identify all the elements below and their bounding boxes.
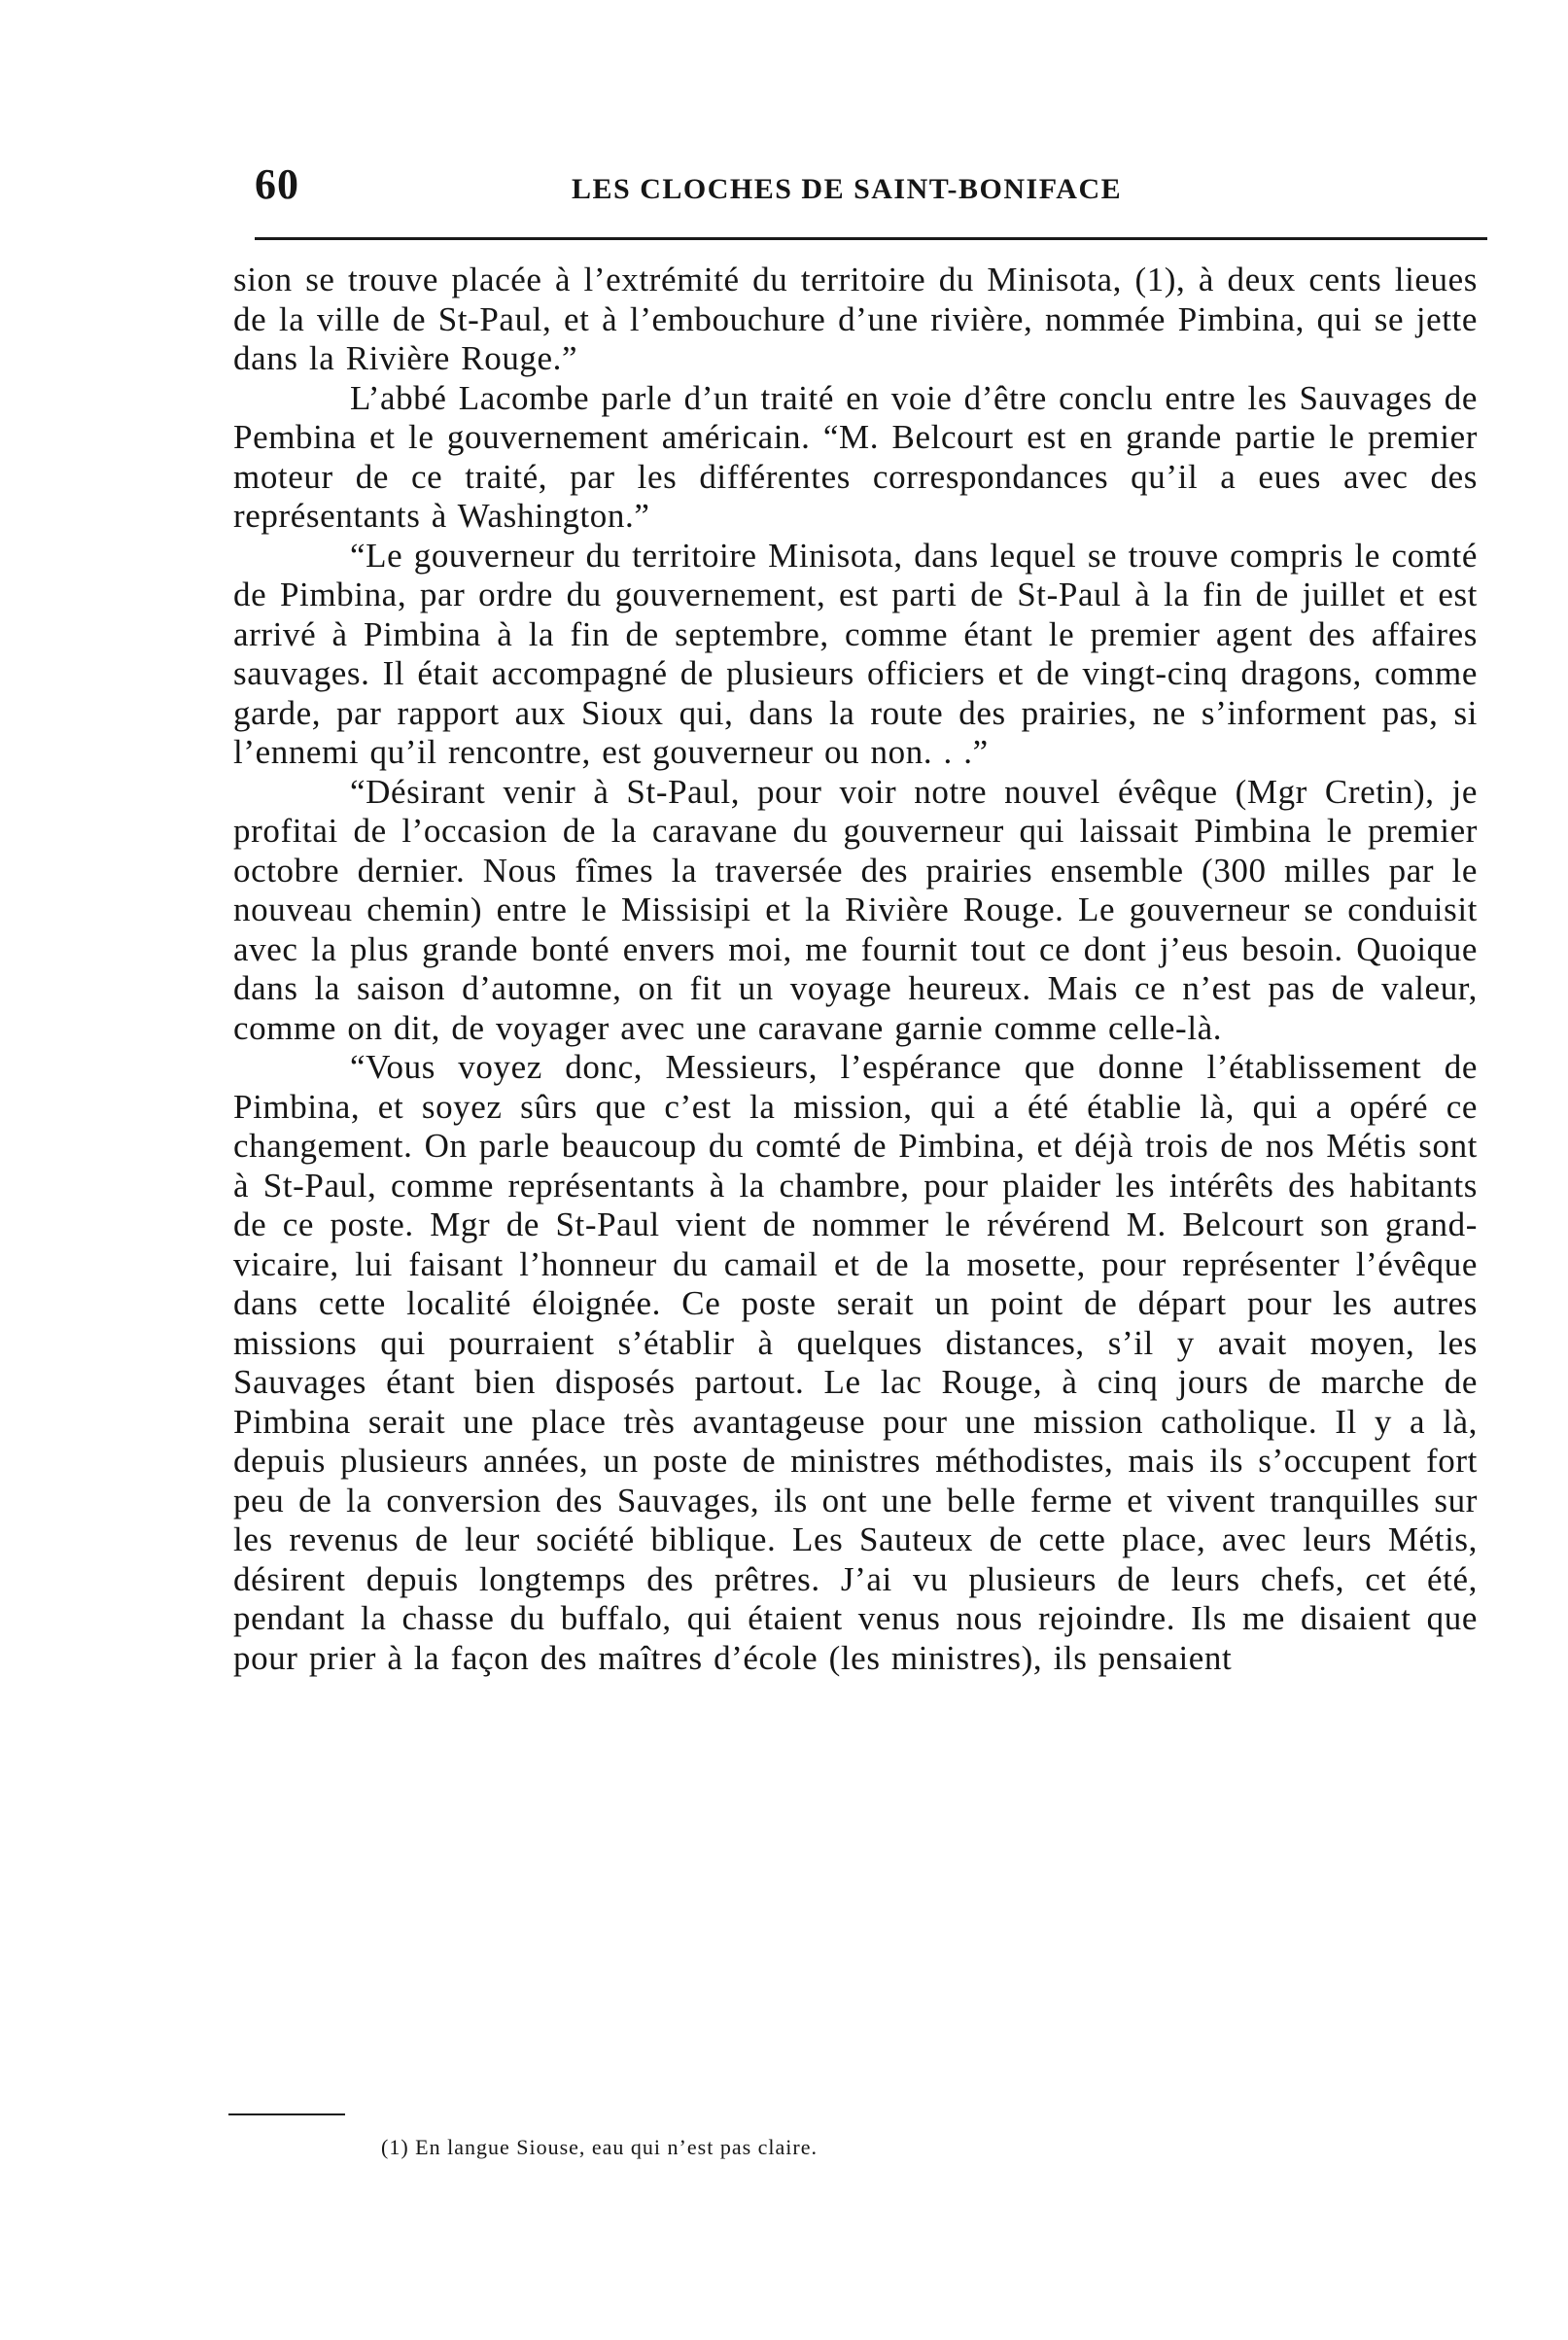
paragraph: “Vous voyez donc, Messieurs, l’espérance que donne l’établissement de Pimbina, et soyez sûrs que c’est la mission, qui a été établie là, qui a opéré ce changement. On parle beaucoup du comté de Pimbina, et déjà trois de nos Métis sont à St-Paul, comme représentants à la chambre, pour plaider les intérêts des habitants de ce poste. Mgr de St-Paul vient de nommer le révérend M. Belcourt son grand-vicaire, lui faisant l’honneur du camail et de la mosette, pour représenter l’évêque dans cette localité éloignée. Ce poste serait un point de départ pour les autres missions qui pourraient s’établir à quelques distances, s’il y avait moyen, les Sauvages étant bien disposés partout. Le lac Rouge, à cinq jours de marche de Pimbina serait une place très avantageuse pour une mission catholique. Il y a là, depuis plusieurs années, un poste de ministres méthodistes, mais ils s’occupent fort peu de la conversion des Sauvages, ils ont une belle ferme et vivent tranquilles sur les revenus de leur société biblique. Les Sauteux de cette place, avec leurs Métis, désirent depuis longtemps des prêtres. J’ai vu plusieurs de leurs chefs, cet été, pendant la chasse du buffalo, qui étaient venus nous rejoindre. Ils me disaient que pour prier à la façon des maîtres d’école (les ministres), ils pensaient [233,1048,1478,1677]
paragraph: “Désirant venir à St-Paul, pour voir notre nouvel évêque (Mgr Cretin), je profitai de l’occasion de la caravane du gouverneur qui laissait Pimbina le premier octobre dernier. Nous fîmes la traversée des prairies ensemble (300 milles par le nouveau chemin) entre le Missisipi et la Rivière Rouge. Le gouverneur se conduisit avec la plus grande bonté envers moi, me fournit tout ce dont j’eus besoin. Quoique dans la saison d’automne, on fit un voyage heureux. Mais ce n’est pas de valeur, comme on dit, de voyager avec une caravane garnie comme celle-là. [233,772,1478,1047]
page-header [255,160,1499,222]
footnote-rule [228,2113,345,2115]
footnote: (1) En langue Siouse, eau qui n’est pas claire. [381,2135,818,2159]
body-text [233,261,1478,1678]
page-number: 60 [255,160,299,208]
paragraph: sion se trouve placée à l’extrémité du territoire du Minisota, (1), à deux cents lieues de la ville de St-Paul, et à l’embouchure d’une rivière, nommée Pimbina, qui se jette dans la Rivière Rouge.” [233,261,1478,377]
paragraph: L’abbé Lacombe parle d’un traité en voie d’être conclu entre les Sauvages de Pembina et le gouvernement américain. “M. Belcourt est en grande partie le premier moteur de ce traité, par les différentes correspondances qu’il a eues avec des représentants à Washington.” [233,378,1478,535]
header-rule [255,237,1487,240]
paragraph: “Le gouverneur du territoire Minisota, dans lequel se trouve compris le comté de Pimbina, par ordre du gouvernement, est parti de St-Paul à la fin de juillet et est arrivé à Pimbina à la fin de septembre, comme étant le premier agent des affaires sauvages. Il était accompagné de plusieurs officiers et de vingt-cinq dragons, comme garde, par rapport aux Sioux qui, dans la route des prairies, ne s’informent pas, si l’ennemi qu’il rencontre, est gouverneur ou non. . .” [233,536,1478,771]
running-title: LES CLOCHES DE SAINT-BONIFACE [572,173,1123,205]
